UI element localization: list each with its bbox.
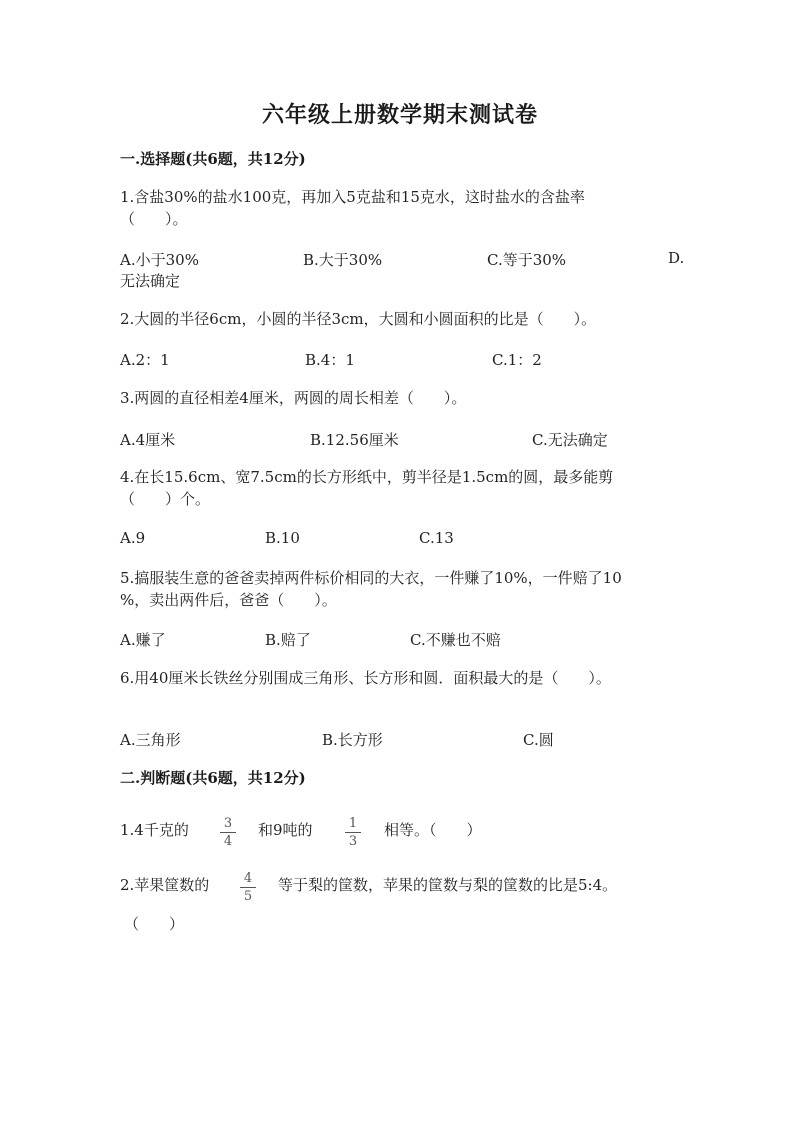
question-1-blank: （ ）。 [120, 210, 188, 228]
q5-option-a[interactable]: A.赚了 [120, 631, 166, 649]
q4-option-a[interactable]: A.9 [120, 529, 146, 547]
fraction-denominator: 5 [243, 889, 253, 904]
question-4-blank: （ ）个。 [120, 490, 211, 508]
q1-option-c[interactable]: C.等于30% [487, 251, 567, 269]
q2-option-c[interactable]: C.1：2 [492, 351, 542, 369]
judge-q2-part2: 等于梨的筐数，苹果的筐数与梨的筐数的比是5:4。 [278, 876, 618, 894]
q3-option-b[interactable]: B.12.56厘米 [310, 431, 399, 449]
q6-option-b[interactable]: B.长方形 [322, 731, 383, 749]
fraction-four-fifths [238, 871, 258, 904]
section-heading-choice: 一.选择题(共6题，共12分) [120, 150, 306, 168]
fraction-numerator: 3 [223, 816, 233, 831]
judge-q2-blank[interactable]: （ ） [124, 915, 185, 933]
q5-option-b[interactable]: B.赔了 [265, 631, 311, 649]
question-6-text: 6.用40厘米长铁丝分别围成三角形、长方形和圆．面积最大的是（ ）。 [120, 669, 611, 687]
q1-option-b[interactable]: B.大于30% [303, 251, 383, 269]
judge-q1-part1: 1.4千克的 [120, 821, 189, 839]
q1-option-d-text: 无法确定 [120, 272, 181, 290]
fraction-numerator: 4 [243, 871, 253, 886]
q1-option-d[interactable]: D. [668, 249, 685, 267]
section-heading-judgement: 二.判断题(共6题，共12分) [120, 769, 306, 787]
question-4-text: 4.在长15.6cm、宽7.5cm的长方形纸中，剪半径是1.5cm的圆，最多能剪 [120, 468, 614, 486]
q2-option-a[interactable]: A.2：1 [120, 351, 170, 369]
judge-q1-part3[interactable]: 相等。（ ） [384, 821, 482, 839]
judge-q1-part2: 和9吨的 [258, 821, 313, 839]
fraction-one-third [343, 816, 363, 849]
fraction-denominator: 3 [348, 834, 358, 849]
question-5-text: 5.搞服装生意的爸爸卖掉两件标价相同的大衣，一件赚了10%，一件赔了10 [120, 569, 622, 587]
fraction-denominator: 4 [223, 834, 233, 849]
judge-q2-part1: 2.苹果筐数的 [120, 876, 210, 894]
question-3-text: 3.两圆的直径相差4厘米，两圆的周长相差（ ）。 [120, 389, 467, 407]
q3-option-a[interactable]: A.4厘米 [120, 431, 176, 449]
q4-option-c[interactable]: C.13 [419, 529, 454, 547]
q4-option-b[interactable]: B.10 [265, 529, 300, 547]
fraction-three-quarters [218, 816, 238, 849]
q6-option-c[interactable]: C.圆 [523, 731, 554, 749]
question-1-text: 1.含盐30%的盐水100克，再加入5克盐和15克水，这时盐水的含盐率 [120, 188, 585, 206]
q2-option-b[interactable]: B.4：1 [305, 351, 355, 369]
q3-option-c[interactable]: C.无法确定 [532, 431, 608, 449]
fraction-numerator: 1 [348, 816, 358, 831]
question-5-blank: %，卖出两件后，爸爸（ ）。 [120, 591, 337, 609]
q5-option-c[interactable]: C.不赚也不赔 [410, 631, 501, 649]
q6-option-a[interactable]: A.三角形 [120, 731, 181, 749]
page-title: 六年级上册数学期末测试卷 [261, 102, 538, 128]
question-2-text: 2.大圆的半径6cm，小圆的半径3cm，大圆和小圆面积的比是（ ）。 [120, 310, 597, 328]
q1-option-a[interactable]: A.小于30% [120, 251, 199, 269]
